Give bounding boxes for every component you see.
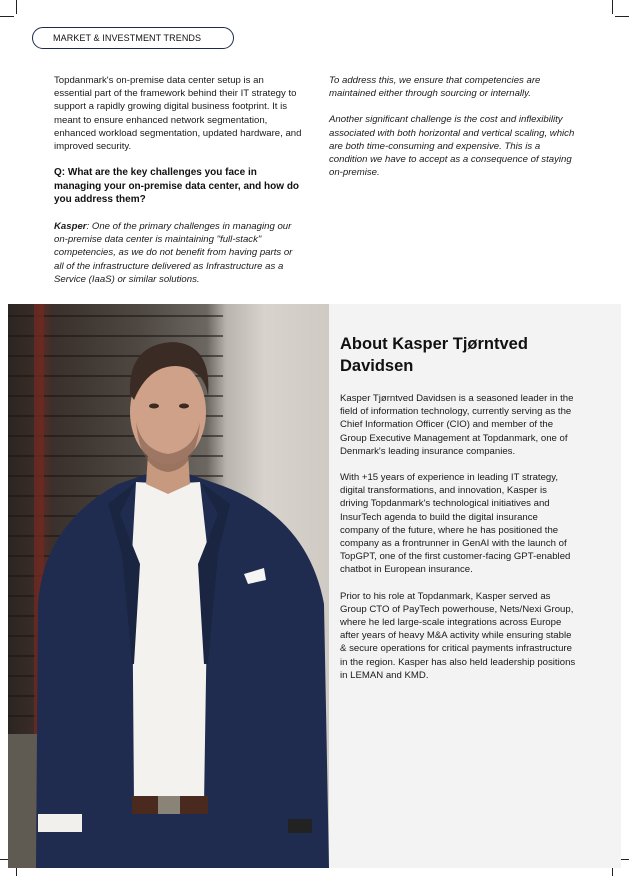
- crop-mark: [16, 0, 17, 14]
- about-paragraph: With +15 years of experience in leading IT strategy, digital transformations, and innovation, Kasper is driving Topdanmark's technological initiatives and InsurTech agenda to build the digital insurance company of the future, where he has positioned the company as a frontrunner in GenAI with the launch of TopGPT, one of the first customer-facing GPT-enabled chatbot in European insurance.: [340, 472, 571, 576]
- intro-paragraph: Topdanmark's on-premise data center setup is an essential part of the framework behind their IT strategy to support a rapidly growing digital business footprint. It is meant to ensure enhanced network segmentation, enhanced workload segmentation, updated hardware, and improved security.: [54, 75, 302, 153]
- interview-answer: [54, 220, 304, 286]
- crop-mark: [0, 16, 14, 17]
- about-body: [340, 392, 576, 695]
- crop-mark: [615, 16, 629, 17]
- section-label-text: MARKET & INVESTMENT TRENDS: [53, 33, 202, 43]
- about-paragraph: Prior to his role at Topdanmark, Kasper served as Group CTO of PayTech powerhouse, Nets/Nexi Group, where he led large-scale integrations across Europe after years of heavy M&A activity while ensuring stable & secure operations for critical payments infrastructure in the region. Kasper has also held leadership positions in LEMAN and KMD.: [340, 590, 576, 681]
- crop-mark: [612, 0, 613, 14]
- interview-answer: To address this, we ensure that competencies are maintained either through sourcing or internally.: [329, 75, 541, 100]
- about-panel: [329, 304, 621, 868]
- interview-answer: Another significant challenge is the cost and inflexibility associated with both horizontal and vertical scaling, which are both time-consuming and expensive. This is a condition we have to accept as a consequence of staying on-premise.: [329, 114, 575, 179]
- portrait-photo: [8, 304, 329, 868]
- answer-text: : One of the primary challenges in managing our on-premise data center is maintaining "full-stack" competencies, as we do not benefit from having parts or all of the infrastructure delivered as Infrastructure as a Service (IaaS) or similar solutions.: [54, 221, 293, 285]
- interview-question: Q: What are the key challenges you face in managing your on-premise data center, and how do you address them?: [54, 167, 300, 206]
- article-right-column: [329, 74, 579, 192]
- about-paragraph: Kasper Tjørntved Davidsen is a seasoned leader in the field of information technology, currently serving as the Chief Information Officer (CIO) and member of the Group Executive Management at Topdanmark, one of Denmark's leading insurance companies.: [340, 393, 574, 457]
- portrait-illustration: [8, 304, 329, 868]
- speaker-name: Kasper: [54, 221, 87, 232]
- about-title: About Kasper Tjørntved Davidsen: [340, 335, 528, 375]
- section-label: [32, 27, 234, 49]
- article-left-column: [54, 74, 304, 299]
